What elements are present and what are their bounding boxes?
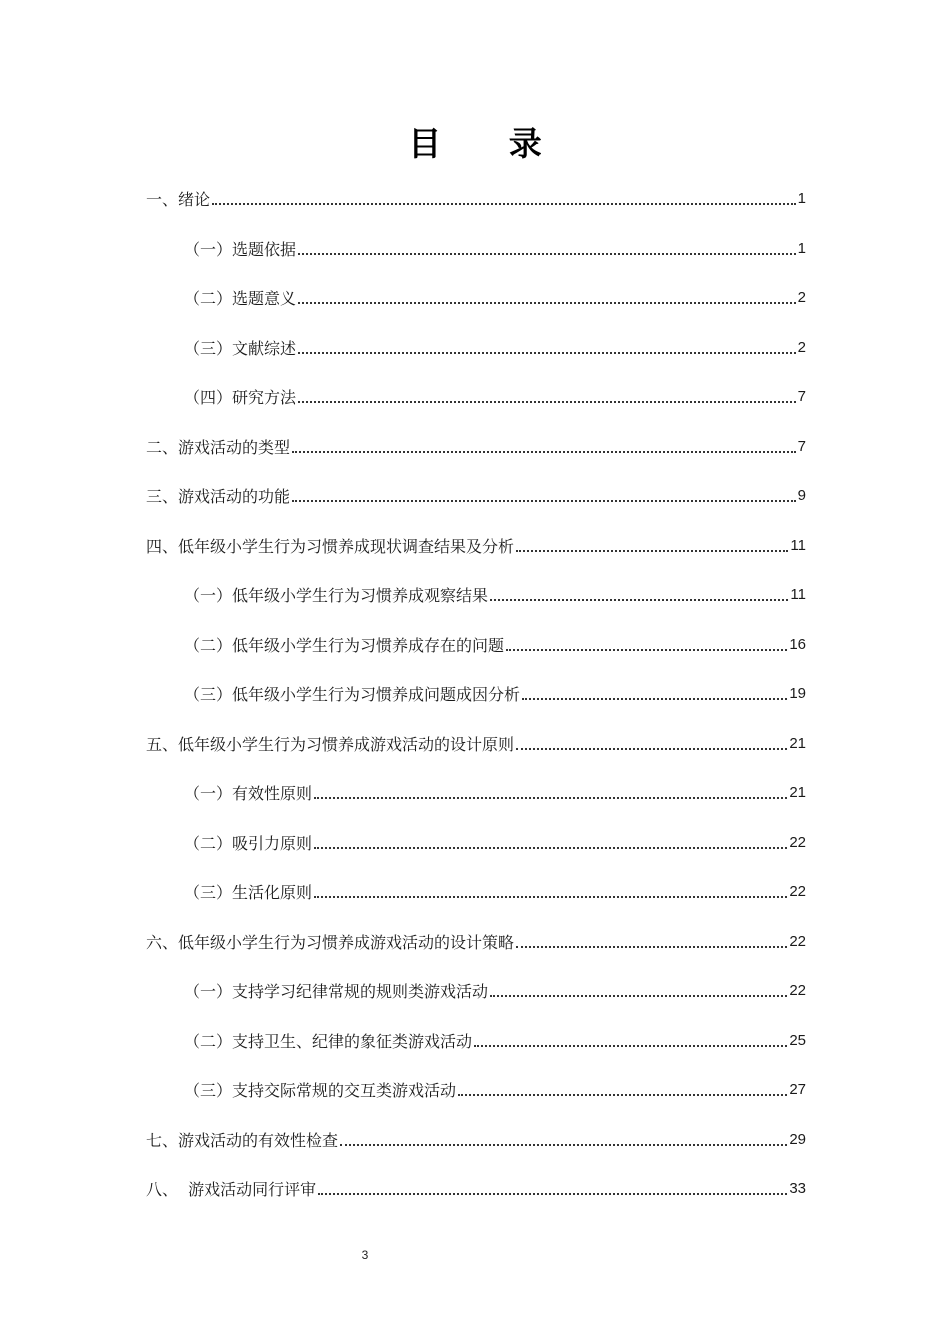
toc-entry-label: 七、游戏活动的有效性检查 [146,1130,339,1150]
toc-entry-page-number: 2 [797,338,806,356]
toc-entry-page-number: 19 [789,685,806,703]
toc-dot-leader [516,549,788,552]
toc-dot-leader [522,697,787,700]
toc-entry-page-number: 22 [789,932,806,950]
toc-entry[interactable] [146,917,806,967]
toc-entry-page-number: 21 [789,784,806,802]
toc-dot-leader [292,499,796,502]
toc-entry[interactable] [146,323,806,373]
toc-entry[interactable] [146,818,806,868]
toc-entry[interactable] [146,471,806,521]
toc-dot-leader [474,1044,787,1047]
toc-entry-page-number: 9 [797,487,806,505]
toc-dot-leader [506,648,787,651]
toc-entry-page-number: 22 [789,833,806,851]
toc-entry-label: 一、绪论 [146,190,211,210]
toc-entry[interactable] [146,174,806,224]
toc-entry[interactable] [146,867,806,917]
toc-dot-leader [298,400,796,403]
page-number: 3 [361,1248,369,1262]
toc-entry-label: 二、游戏活动的类型 [146,437,291,457]
toc-entry-label: （二）选题意义 [184,289,297,309]
toc-entry-label: 五、低年级小学生行为习惯养成游戏活动的设计原则 [146,734,515,754]
toc-entry-page-number: 1 [797,190,806,208]
toc-entry-page-number: 29 [789,1130,806,1148]
toc-entry[interactable] [146,1065,806,1115]
toc-entry-label: 四、低年级小学生行为习惯养成现状调查结果及分析 [146,536,515,556]
toc-entry-label: 八、 游戏活动同行评审 [146,1180,317,1200]
toc-dot-leader [490,598,788,601]
toc-dot-leader [314,846,787,849]
toc-entry[interactable] [146,620,806,670]
toc-dot-leader [292,450,796,453]
toc-entry-page-number: 22 [789,883,806,901]
toc-entry[interactable] [146,372,806,422]
toc-dot-leader [458,1093,787,1096]
toc-entry-page-number: 21 [789,734,806,752]
toc-entry[interactable] [146,966,806,1016]
toc-entry[interactable] [146,1115,806,1165]
toc-dot-leader [340,1143,787,1146]
toc-entry[interactable] [146,224,806,274]
toc-entry-label: 六、低年级小学生行为习惯养成游戏活动的设计策略 [146,932,515,952]
toc-entry-page-number: 33 [789,1180,806,1198]
toc-entry[interactable] [146,422,806,472]
toc-entry-page-number: 1 [797,239,806,257]
toc-entry-label: （一）有效性原则 [184,784,313,804]
toc-entry[interactable] [146,768,806,818]
toc-dot-leader [314,796,787,799]
toc-dot-leader [318,1192,787,1195]
toc-entry-page-number: 25 [789,1031,806,1049]
toc-dot-leader [516,747,787,750]
toc-entry[interactable] [146,669,806,719]
toc-dot-leader [298,351,796,354]
toc-entry[interactable] [146,273,806,323]
toc-entry-page-number: 11 [790,586,806,604]
toc-entry-page-number: 27 [789,1081,806,1099]
toc-entry-label: （二）支持卫生、纪律的象征类游戏活动 [184,1031,473,1051]
toc-dot-leader [490,994,787,997]
toc-entry-label: 三、游戏活动的功能 [146,487,291,507]
toc-entry-page-number: 22 [789,982,806,1000]
toc-entry-page-number: 16 [789,635,806,653]
toc-entry-label: （二）低年级小学生行为习惯养成存在的问题 [184,635,505,655]
toc-entry-page-number: 7 [797,437,806,455]
toc-dot-leader [212,202,796,205]
toc-entry-label: （二）吸引力原则 [184,833,313,853]
toc-entry-page-number: 11 [790,536,806,554]
toc-dot-leader [516,945,787,948]
toc-entry-label: （一）选题依据 [184,239,297,259]
toc-entry[interactable] [146,1016,806,1066]
toc-entry[interactable] [146,521,806,571]
toc-entry-label: （三）支持交际常规的交互类游戏活动 [184,1081,457,1101]
toc-entry[interactable] [146,719,806,769]
toc-dot-leader [298,252,796,255]
toc-title: 目 录 [408,124,570,163]
toc-entry-label: （四）研究方法 [184,388,297,408]
toc-entry-label: （一）低年级小学生行为习惯养成观察结果 [184,586,489,606]
toc-entry-page-number: 7 [797,388,806,406]
table-of-contents [146,174,806,1214]
toc-entry[interactable] [146,570,806,620]
toc-entry-page-number: 2 [797,289,806,307]
toc-dot-leader [298,301,796,304]
toc-entry-label: （三）低年级小学生行为习惯养成问题成因分析 [184,685,521,705]
toc-entry-label: （三）文献综述 [184,338,297,358]
toc-dot-leader [314,895,787,898]
toc-entry[interactable] [146,1164,806,1214]
toc-entry-label: （三）生活化原则 [184,883,313,903]
toc-entry-label: （一）支持学习纪律常规的规则类游戏活动 [184,982,489,1002]
